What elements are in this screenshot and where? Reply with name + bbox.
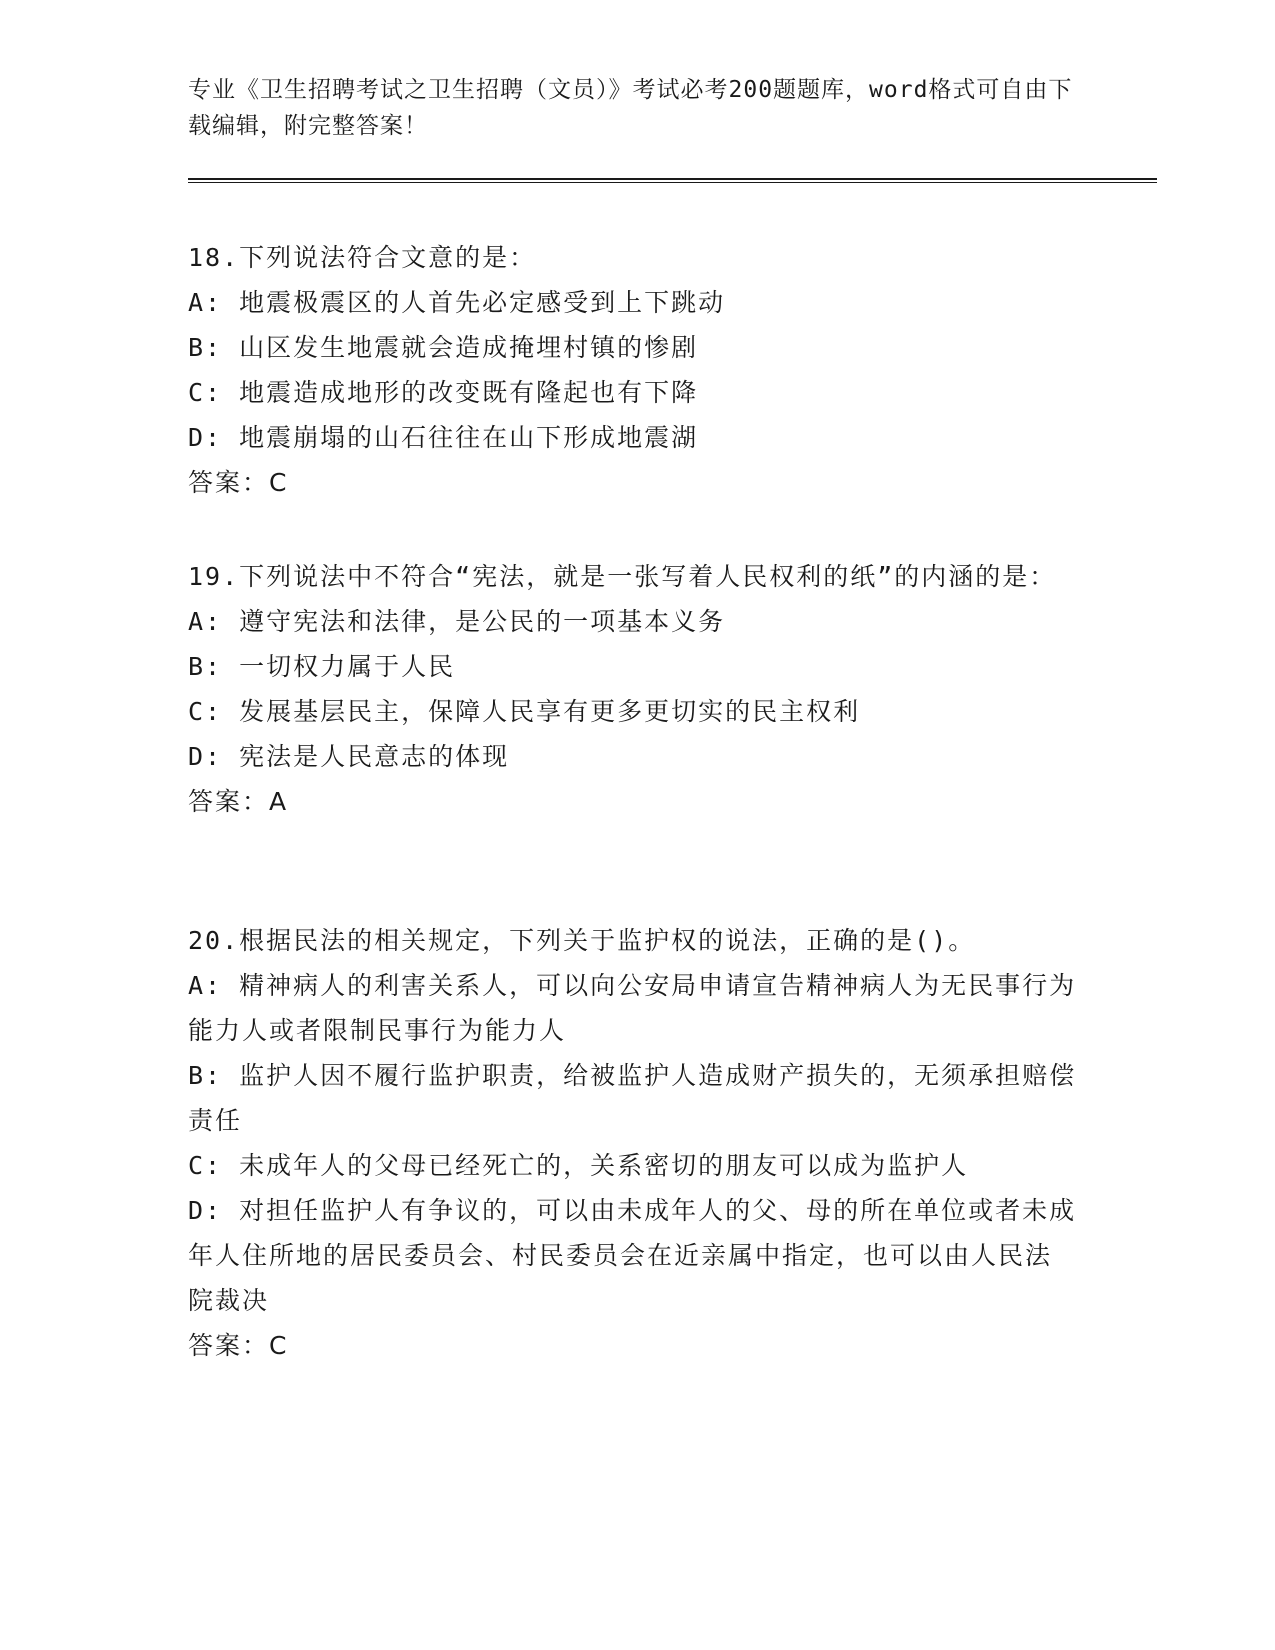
header-divider <box>188 178 1157 180</box>
option-a: A: 遵守宪法和法律，是公民的一项基本义务 <box>188 607 726 636</box>
option-b: B: 山区发生地震就会造成掩埋村镇的惨剧 <box>188 333 699 362</box>
question-stem: 19.下列说法中不符合“宪法，就是一张写着人民权利的纸”的内涵的是： <box>188 562 1057 591</box>
question-20 <box>188 918 1078 1368</box>
option-c: C: 未成年人的父母已经死亡的，关系密切的朋友可以成为监护人 <box>188 1151 969 1180</box>
option-a: A: 精神病人的利害关系人，可以向公安局申请宣告精神病人为无民事行为能力人或者限制民事行为能力人 <box>188 971 1077 1045</box>
option-d: D: 对担任监护人有争议的，可以由未成年人的父、母的所在单位或者未成年人住所地的居民委员会、村民委员会在近亲属中指定，也可以由人民法院裁决 <box>188 1196 1077 1315</box>
answer: 答案：C <box>188 1331 289 1360</box>
option-c: C: 发展基层民主，保障人民享有更多更切实的民主权利 <box>188 697 861 726</box>
question-stem: 20.根据民法的相关规定，下列关于监护权的说法，正确的是()。 <box>188 926 976 955</box>
option-d: D: 宪法是人民意志的体现 <box>188 742 510 771</box>
answer: 答案：C <box>188 468 289 497</box>
answer: 答案：A <box>188 787 289 816</box>
document-header: 专业《卫生招聘考试之卫生招聘（文员）》考试必考200题题库，word格式可自由下载编辑，附完整答案！ <box>188 77 1073 139</box>
question-18 <box>188 235 1078 505</box>
option-b: B: 监护人因不履行监护职责，给被监护人造成财产损失的，无须承担赔偿责任 <box>188 1061 1077 1135</box>
question-stem: 18.下列说法符合文意的是： <box>188 243 537 272</box>
question-19 <box>188 554 1078 824</box>
option-c: C: 地震造成地形的改变既有隆起也有下降 <box>188 378 699 407</box>
option-a: A: 地震极震区的人首先必定感受到上下跳动 <box>188 288 726 317</box>
option-b: B: 一切权力属于人民 <box>188 652 456 681</box>
option-d: D: 地震崩塌的山石往往在山下形成地震湖 <box>188 423 699 452</box>
header-divider-thin <box>188 182 1157 183</box>
